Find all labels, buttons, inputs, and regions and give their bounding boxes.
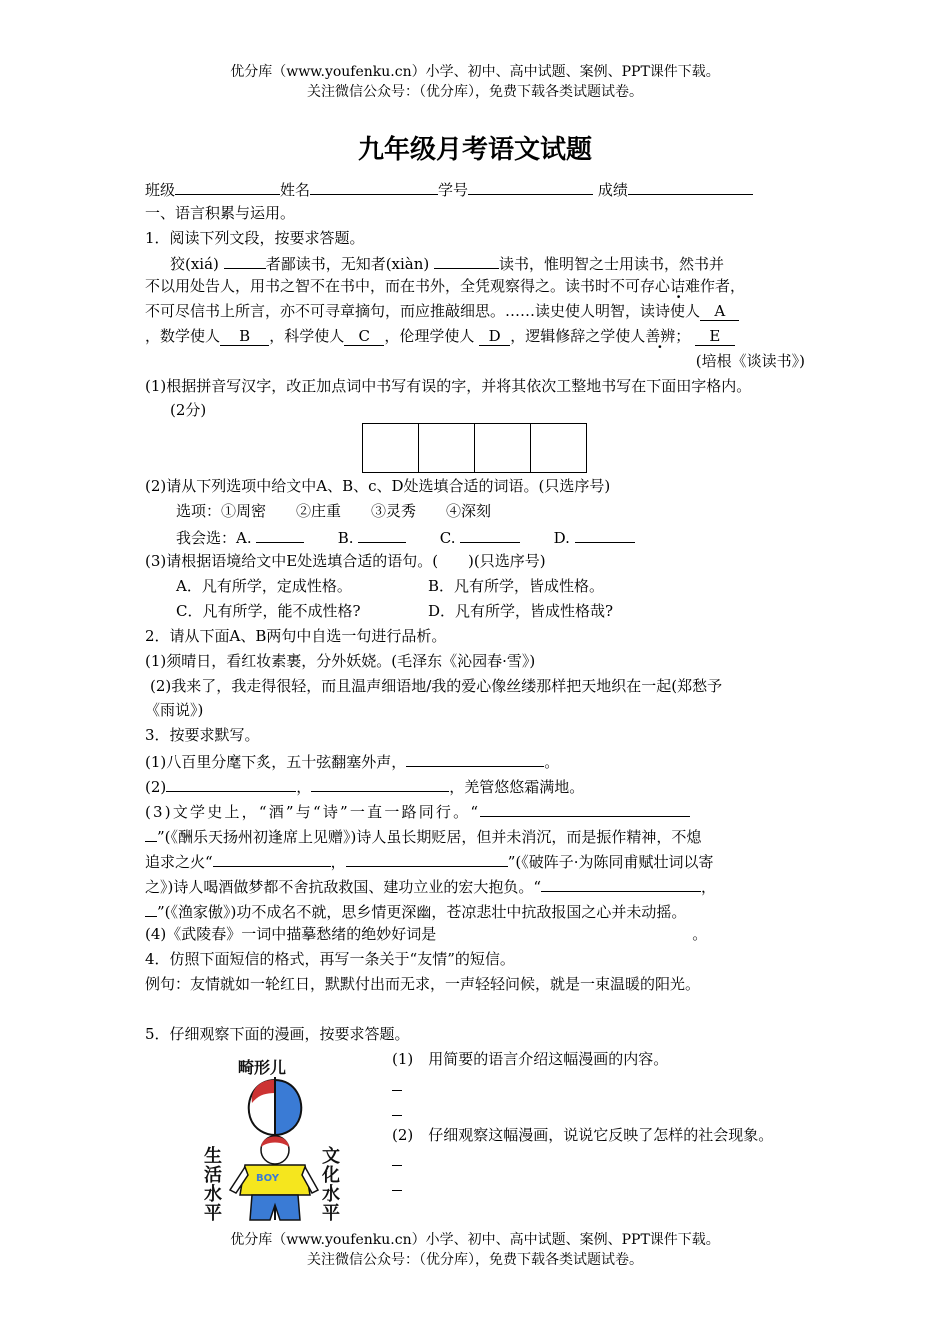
blank[interactable] [346, 850, 508, 867]
blank-label: D [488, 327, 501, 345]
text: ， [296, 778, 312, 796]
text: ，伦理学使人 [384, 327, 475, 345]
text: 之》)诗人喝酒做梦都不舍抗敌救国、建功立业的宏大抱负。“ [145, 878, 542, 896]
blank[interactable] [406, 750, 544, 767]
header-line-1: 优分库（www.youfenku.cn）小学、初中、高中试题、案例、PPT课件下载。 [230, 64, 720, 80]
text: 我会选：A. [176, 529, 252, 547]
text: 。 [544, 753, 560, 771]
passage-line-4 [145, 326, 735, 346]
text: (1)八百里分麾下炙，五十弦翻塞外声， [145, 753, 407, 771]
blank-a[interactable] [700, 302, 739, 321]
grid-cell[interactable] [419, 424, 475, 472]
name-label: 姓名 [280, 181, 311, 199]
text: B. [337, 529, 354, 547]
cartoon-image [200, 1055, 350, 1225]
answer-line[interactable] [392, 1190, 402, 1191]
text: ”(《渔家傲》)功不成名不就，思乡情更深幽，苍凉悲壮中抗敌报国之心并未动摇。 [157, 903, 687, 921]
section-1-heading: 一、语言积累与运用。 [145, 204, 296, 222]
page-title: 九年级月考语文试题 [357, 135, 592, 165]
text: ， [701, 878, 717, 896]
q1-sub-2-options: 选项：①周密 ②庄重 ③灵秀 ④深刻 [176, 502, 492, 520]
passage-line-1 [170, 252, 724, 274]
info-line [145, 178, 753, 200]
text: 难作者， [685, 277, 746, 295]
q3-sub-3-line-4 [145, 875, 716, 897]
q3-sub-3-line-2 [145, 825, 701, 847]
text: 。 [692, 925, 708, 943]
text: 者鄙读书，无知者(xiàn) [265, 255, 430, 273]
answer-d[interactable] [575, 526, 635, 543]
q1-sub-3: (3)请根据语境给文中E处选填合适的语句。( )(只选序号) [145, 552, 546, 570]
q2-sub-2: (2)我来了，我走得很轻，而且温声细语地/我的爱心像丝缕那样把天地织在一起(郑愁予 [150, 677, 723, 695]
blank-b[interactable] [220, 327, 269, 346]
q3-sub-3-line-5 [145, 900, 686, 922]
footer-line-1: 优分库（www.youfenku.cn）小学、初中、高中试题、案例、PPT课件下载。 [230, 1232, 720, 1248]
blank[interactable] [166, 775, 296, 792]
q3-sub-2 [145, 775, 584, 797]
cartoon-label-right: 文化水平 [322, 1146, 340, 1224]
answer-a[interactable] [256, 526, 304, 543]
text: 狡(xiá) [170, 255, 219, 273]
footer-line-2: 关注微信公众号：（优分库），免费下载各类试题试卷。 [307, 1252, 643, 1268]
passage-line-2 [145, 276, 745, 296]
text: ； [675, 327, 691, 345]
class-field[interactable] [175, 178, 280, 195]
q3-sub-1 [145, 750, 559, 772]
score-field[interactable] [628, 178, 753, 195]
text: D. [553, 529, 570, 547]
blank-label: E [709, 327, 721, 345]
text: 不可尽信书上所言，亦不可寻章摘句，而应推敲细思。……读史使人明智，读诗使人 [145, 302, 701, 320]
text: C. [439, 529, 456, 547]
blank[interactable] [541, 875, 701, 892]
q1-heading: 1．阅读下列文段，按要求答题。 [145, 229, 365, 247]
blank-xian[interactable] [434, 252, 499, 269]
shirt-text: BOY [256, 1173, 280, 1184]
text: ，羌管悠悠霜满地。 [449, 778, 585, 796]
q4-heading: 4．仿照下面短信的格式，再写一条关于“友情”的短信。 [145, 950, 515, 968]
option-b: B．凡有所学，皆成性格。 [428, 577, 605, 595]
text: ”(《酬乐天扬州初逢席上见赠》)诗人虽长期贬居，但并未消沉，而是振作精神，不熄 [157, 828, 702, 846]
blank-d[interactable] [479, 327, 510, 346]
q5-heading: 5．仔细观察下面的漫画，按要求答题。 [145, 1025, 410, 1043]
passage-source: (培根《谈读书》) [695, 352, 805, 370]
class-label: 班级 [145, 181, 176, 199]
text: 不以用处告人，用书之智不在书中，而在书外，全凭观察得之。读书时不可存心 [145, 277, 671, 295]
answer-c[interactable] [460, 526, 520, 543]
blank[interactable] [145, 900, 157, 917]
text: 追求之火“ [145, 853, 213, 871]
dotted-char: 诘 [670, 277, 686, 295]
id-label: 学号 [438, 181, 469, 199]
blank-label: C [358, 327, 371, 345]
text: ”(《破阵子·为陈同甫赋壮词以寄 [507, 853, 714, 871]
passage-line-3 [145, 301, 739, 321]
q3-sub-3 [145, 800, 690, 822]
text: ，科学使人 [269, 327, 345, 345]
cartoon-title: 畸形儿 [238, 1058, 287, 1077]
q1-sub-2: (2)请从下列选项中给文中A、B、c、D处选填合适的词语。(只选序号) [145, 477, 611, 495]
text: ，逻辑修辞之学使人 [510, 327, 646, 345]
blank[interactable] [311, 775, 449, 792]
q5-sub-1: (1) 用简要的语言介绍这幅漫画的内容。 [392, 1050, 669, 1068]
q3-sub-4 [145, 924, 707, 944]
answer-line[interactable] [392, 1090, 402, 1091]
cartoon-label-left: 生活水平 [204, 1146, 222, 1224]
q2-heading: 2．请从下面A、B两句中自选一句进行品析。 [145, 627, 447, 645]
blank[interactable] [480, 800, 690, 817]
q3-heading: 3．按要求默写。 [145, 726, 260, 744]
dotted-char: 善辨 [645, 327, 676, 345]
id-field[interactable] [468, 178, 593, 195]
q1-sub-2-answer [176, 526, 635, 548]
text: 读书，惟明智之士用读书，然书并 [499, 255, 725, 273]
q4-example: 例句：友情就如一轮红日，默默付出而无求，一声轻轻问候，就是一束温暖的阳光。 [145, 975, 701, 993]
blank-label: B [239, 327, 251, 345]
tianzige-grid [362, 423, 587, 473]
option-c: C．凡有所学，能不成性格? [176, 602, 361, 620]
text: (3)文学史上，“酒”与“诗”一直一路同行。“ [145, 803, 481, 821]
q1-sub-1: (1)根据拼音写汉字，改正加点词中书写有误的字，并将其依次工整地书写在下面田字格内。 [145, 377, 752, 395]
blank-label: A [714, 302, 726, 320]
answer-line[interactable] [392, 1115, 402, 1116]
q2-sub-1: (1)须晴日，看红妆素裹，分外妖娆。(毛泽东《沁园春·雪》) [145, 652, 536, 670]
name-field[interactable] [310, 178, 438, 195]
q1-sub-1-score: (2分) [170, 401, 207, 419]
option-a: A．凡有所学，定成性格。 [176, 577, 352, 595]
blank[interactable] [145, 825, 157, 842]
grid-cell[interactable] [363, 424, 419, 472]
blank[interactable] [213, 850, 331, 867]
blank-xia[interactable] [224, 252, 266, 269]
q5-sub-2: (2) 仔细观察这幅漫画，说说它反映了怎样的社会现象。 [392, 1126, 774, 1144]
grid-cell[interactable] [475, 424, 531, 472]
text: (4)《武陵春》一词中描摹愁绪的绝妙好词是 [145, 925, 437, 943]
score-label: 成绩 [597, 181, 628, 199]
answer-b[interactable] [358, 526, 406, 543]
q2-sub-2-cont: 《雨说》) [145, 701, 204, 719]
header-line-2: 关注微信公众号：（优分库），免费下载各类试题试卷。 [307, 84, 643, 100]
option-d: D．凡有所学，皆成性格哉? [428, 602, 614, 620]
grid-cell[interactable] [531, 424, 586, 472]
blank-c[interactable] [344, 327, 384, 346]
answer-line[interactable] [392, 1165, 402, 1166]
text: ，数学使人 [145, 327, 221, 345]
blank-e[interactable] [695, 327, 735, 346]
q3-sub-3-line-3 [145, 850, 713, 872]
text: ， [330, 853, 346, 871]
text: (2) [145, 778, 167, 796]
